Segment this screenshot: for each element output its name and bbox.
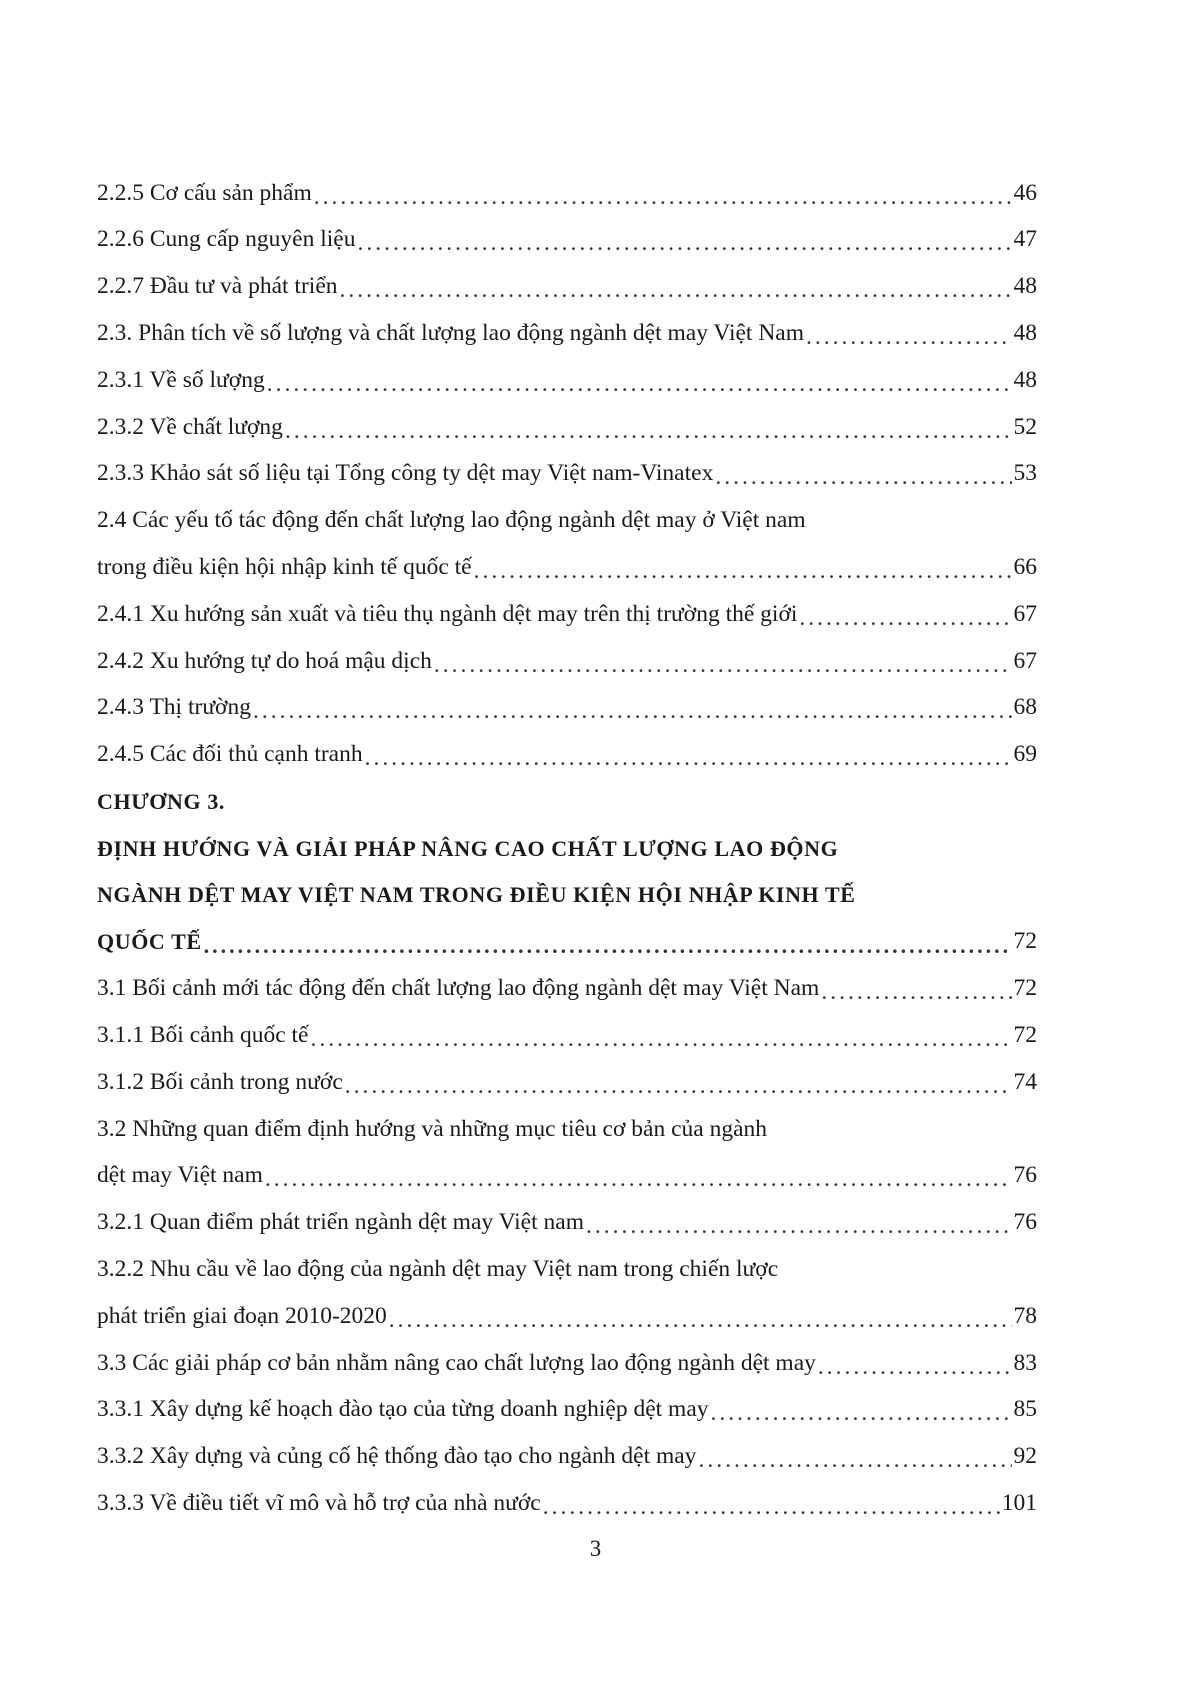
toc-entry-page-number: 85 [1013,1396,1037,1423]
toc-entry-label: QUỐC TẾ [97,929,202,955]
dot-leader [434,654,1012,678]
dot-leader [365,747,1012,771]
toc-entry-page-number: 101 [1001,1489,1037,1516]
toc-entry-page-number: 48 [1013,273,1037,300]
dot-leader [310,1028,1011,1052]
toc-entry [97,732,1037,779]
toc-entry-page-number: 48 [1013,320,1037,347]
toc-entry [97,919,1037,966]
toc-entry-label: 2.4 Các yếu tố tác động đến chất lượng lao động ngành dệt may ở Việt nam [97,507,806,534]
toc-entry [97,591,1037,638]
toc-entry [97,1106,1037,1153]
toc-entry-page-number: 67 [1013,647,1037,674]
dot-leader [543,1496,1000,1520]
dot-leader [345,1075,1012,1099]
dot-leader [314,186,1012,210]
toc-entry-label: 2.4.2 Xu hướng tự do hoá mậu dịch [97,647,432,674]
toc-entry [97,778,1037,825]
toc-entry [97,357,1037,404]
toc-entry [97,872,1037,919]
toc-entry-label: 2.3.2 Về chất lượng [97,413,283,440]
dot-leader [818,1356,1012,1380]
toc-entry-page-number: 48 [1013,366,1037,393]
dot-leader [253,700,1012,724]
toc-entry-label: 2.2.5 Cơ cấu sản phẩm [97,179,312,206]
dot-leader [267,373,1012,397]
toc-entry [97,310,1037,357]
toc-entry-page-number: 74 [1013,1068,1037,1095]
toc-entry-label: 3.3.1 Xây dựng kế hoạch đào tạo của từng doanh nghiệp dệt may [97,1396,709,1423]
dot-leader [711,1402,1012,1426]
toc-entry [97,638,1037,685]
toc-entry-page-number: 52 [1013,413,1037,440]
toc-entry-label: CHƯƠNG 3. [97,788,226,814]
toc-entry-label: dệt may Việt nam [97,1162,263,1189]
toc-entry [97,498,1037,545]
toc-entry [97,1340,1037,1387]
toc-entry [97,170,1037,217]
toc-entry [97,1059,1037,1106]
toc-entry-page-number: 92 [1013,1443,1037,1470]
toc-entry [97,1387,1037,1434]
toc-entry-label: 2.4.5 Các đối thủ cạnh tranh [97,741,363,768]
toc-entry-page-number: 72 [1013,975,1037,1002]
toc-entry [97,1153,1037,1200]
toc-entry [97,1200,1037,1247]
toc-entry-label: 2.3.1 Về số lượng [97,366,265,393]
toc-entry-label: 2.4.3 Thị trường [97,694,251,721]
toc-entry-label: phát triển giai đoạn 2010-2020 [97,1302,387,1329]
toc-entry-page-number: 72 [1013,1021,1037,1048]
toc-entry-label: ĐỊNH HƯỚNG VÀ GIẢI PHÁP NÂNG CAO CHẤT LƯỢNG LAO ĐỘNG [97,835,839,861]
toc-entry-label: 3.3.2 Xây dựng và củng cố hệ thống đào tạo cho ngành dệt may [97,1443,697,1470]
toc-entry-label: 3.3 Các giải pháp cơ bản nhằm nâng cao chất lượng lao động ngành dệt may [97,1349,816,1376]
table-of-contents [97,170,1037,1527]
dot-leader [389,1309,1012,1333]
dot-leader [285,420,1012,444]
dot-leader [698,1449,1011,1473]
toc-entry [97,966,1037,1013]
dot-leader [340,279,1012,303]
dot-leader [265,1168,1012,1192]
toc-entry-label: 2.4.1 Xu hướng sản xuất và tiêu thụ ngành dệt may trên thị trường thế giới [97,600,798,627]
toc-entry [97,1480,1037,1527]
toc-entry-label: NGÀNH DỆT MAY VIỆT NAM TRONG ĐIỀU KIỆN HỘI NHẬP KINH TẾ [97,882,856,908]
toc-entry [97,544,1037,591]
toc-entry-page-number: 68 [1013,694,1037,721]
toc-entry [97,1012,1037,1059]
toc-entry-label: 2.3.3 Khảo sát số liệu tại Tổng công ty dệt may Việt nam-Vinatex [97,460,714,487]
dot-leader [799,607,1011,631]
toc-entry-label: 3.1.1 Bối cảnh quốc tế [97,1021,309,1048]
dot-leader [204,935,1012,957]
toc-entry-label: 3.2 Những quan điểm định hướng và những mục tiêu cơ bản của ngành [97,1115,768,1142]
toc-entry-page-number: 46 [1013,179,1037,206]
toc-entry [97,1293,1037,1340]
toc-entry-label: 3.3.3 Về điều tiết vĩ mô và hỗ trợ của nhà nước [97,1489,541,1516]
toc-entry-page-number: 67 [1013,600,1037,627]
toc-entry-page-number: 53 [1013,460,1037,487]
page-number: 3 [589,1536,602,1561]
toc-entry-page-number: 83 [1013,1349,1037,1376]
toc-entry-label: 3.1.2 Bối cảnh trong nước [97,1068,343,1095]
toc-entry [97,1434,1037,1481]
toc-entry [97,404,1037,451]
toc-entry [97,264,1037,311]
toc-entry-page-number: 76 [1013,1209,1037,1236]
toc-entry-label: 3.2.2 Nhu cầu về lao động của ngành dệt may Việt nam trong chiến lược [97,1255,779,1282]
toc-entry-page-number: 78 [1013,1302,1037,1329]
toc-entry-page-number: 69 [1013,741,1037,768]
toc-entry-page-number: 72 [1013,928,1037,955]
toc-entry [97,217,1037,264]
dot-leader [806,326,1011,350]
dot-leader [821,981,1011,1005]
dot-leader [474,560,1012,584]
toc-entry [97,1246,1037,1293]
toc-entry-page-number: 66 [1013,554,1037,581]
toc-entry-label: 2.2.7 Đầu tư và phát triển [97,273,338,300]
dot-leader [586,1215,1012,1239]
toc-entry-page-number: 47 [1013,226,1037,253]
toc-entry-label: 3.2.1 Quan điểm phát triển ngành dệt may Việt nam [97,1209,584,1236]
toc-entry [97,451,1037,498]
toc-entry-label: 3.1 Bối cảnh mới tác động đến chất lượng lao động ngành dệt may Việt Nam [97,975,820,1002]
dot-leader [357,232,1011,256]
toc-entry [97,685,1037,732]
toc-entry-label: 2.2.6 Cung cấp nguyên liệu [97,226,356,253]
dot-leader [715,466,1011,490]
toc-entry [97,825,1037,872]
toc-entry-page-number: 76 [1013,1162,1037,1189]
toc-entry-label: 2.3. Phân tích về số lượng và chất lượng lao động ngành dệt may Việt Nam [97,320,805,347]
toc-entry-label: trong điều kiện hội nhập kinh tế quốc tế [97,554,472,581]
